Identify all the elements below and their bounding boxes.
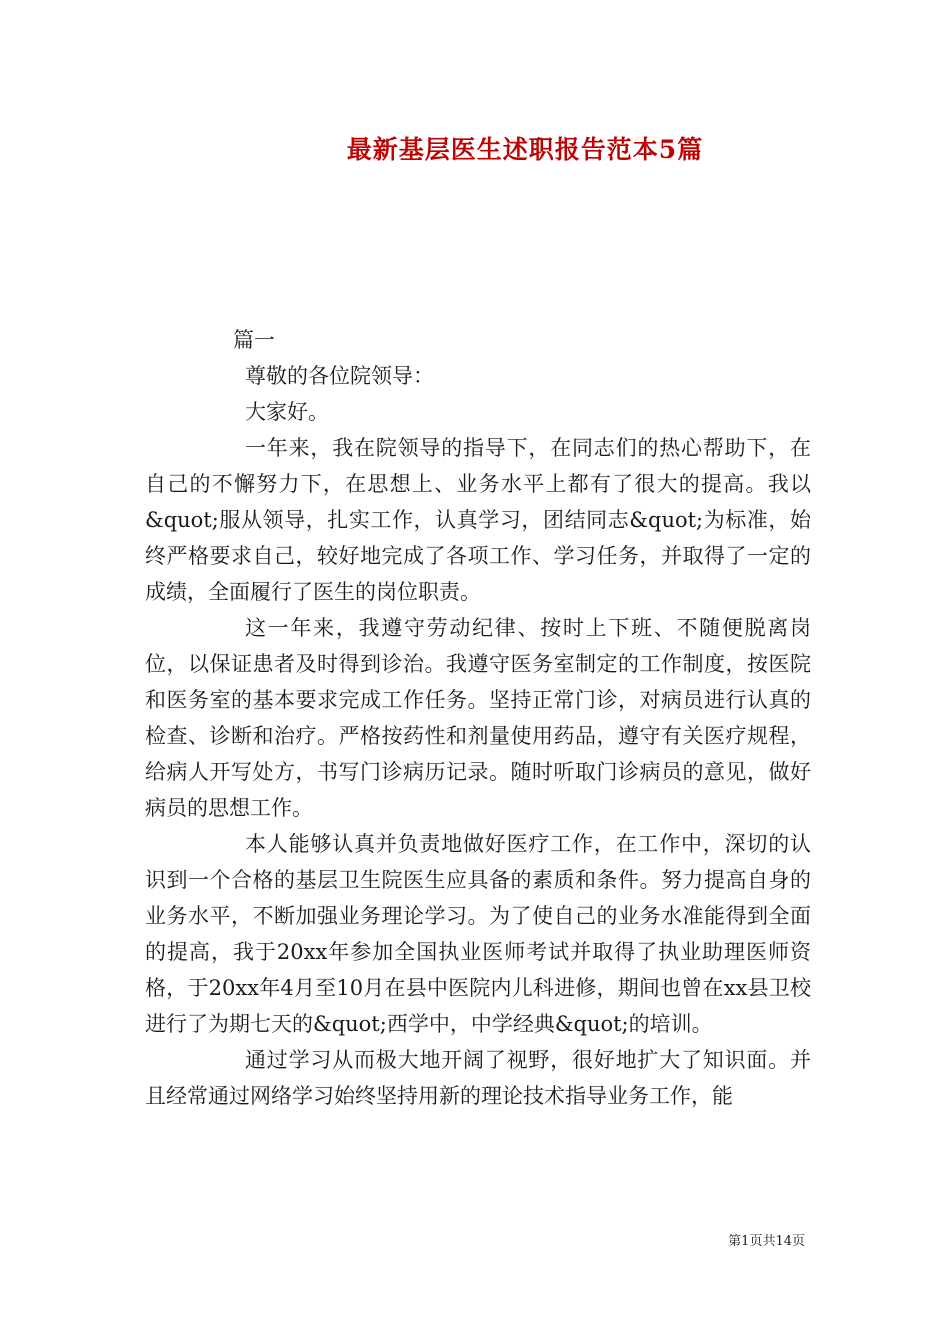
greeting: 大家好。 xyxy=(245,400,329,424)
document-body xyxy=(145,322,811,1114)
paragraph-4: 通过学习从而极大地开阔了视野，很好地扩大了知识面。并且经常通过网络学习始终坚持用新的理论技术指导业务工作，能 xyxy=(145,1048,811,1108)
paragraph-2: 这一年来，我遵守劳动纪律、按时上下班、不随便脱离岗位，以保证患者及时得到诊治。我遵守医务室制定的工作制度，按医院和医务室的基本要求完成工作任务。坚持正常门诊，对病员进行认真的检查、诊断和治疗。严格按药性和剂量使用药品，遵守有关医疗规程，给病人开写处方，书写门诊病历记录。随时听取门诊病员的意见，做好病员的思想工作。 xyxy=(145,616,811,820)
paragraph-3: 本人能够认真并负责地做好医疗工作，在工作中，深切的认识到一个合格的基层卫生院医生应具备的素质和条件。努力提高自身的业务水平，不断加强业务理论学习。为了使自己的业务水准能得到全面的提高，我于20xx年参加全国执业医师考试并取得了执业助理医师资格，于20xx年4月至10月在县中医院内儿科进修，期间也曾在xx县卫校进行了为期七天的&quot;西学中，中学经典&quot;的培训。 xyxy=(145,832,811,1036)
section-label: 篇一 xyxy=(233,328,275,352)
document-title: 最新基层医生述职报告范本5篇 xyxy=(346,135,704,164)
paragraph-1: 一年来，我在院领导的指导下，在同志们的热心帮助下，在自己的不懈努力下，在思想上、业务水平上都有了很大的提高。我以&quot;服从领导，扎实工作，认真学习，团结同志&quot;为标准，始终严格要求自己，较好地完成了各项工作、学习任务，并取得了一定的成绩，全面履行了医生的岗位职责。 xyxy=(145,436,811,604)
salutation: 尊敬的各位院领导： xyxy=(245,364,434,388)
page-number-footer: 第1页共14页 xyxy=(728,1234,805,1249)
